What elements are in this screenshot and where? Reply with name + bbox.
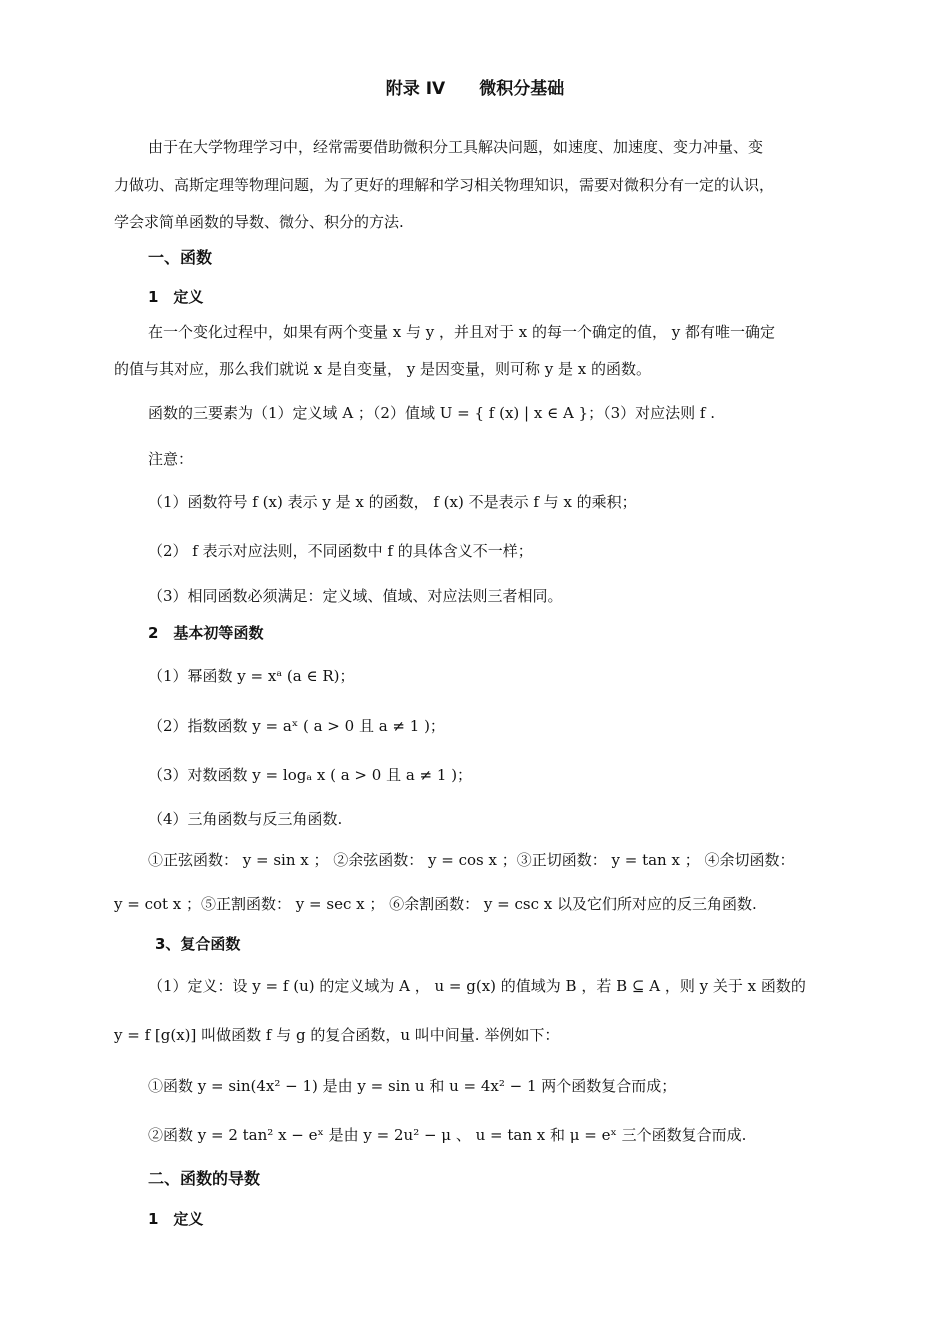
note-label: 注意： — [148, 450, 194, 468]
composite-example-1: ①函数 y = sin(4x² − 1) 是由 y = sin u 和 u = 4x² − 1 两个函数复合而成； — [148, 1077, 677, 1095]
intro-line-2: 力做功、高斯定理等物理问题，为了更好的理解和学习相关物理知识，需要对微积分有一定的认识， — [114, 176, 775, 194]
composite-example-2: ②函数 y = 2 tan² x − eˣ 是由 y = 2u² − μ 、 u = tan x 和 μ = eˣ 三个函数复合而成. — [148, 1126, 747, 1144]
composite-definition-line-1: （1）定义：设 y = f (u) 的定义域为 A ， u = g(x) 的值域为 B ，若 B ⊆ A ，则 y 关于 x 函数的 — [148, 977, 806, 995]
trig-function-item: （4）三角函数与反三角函数. — [148, 810, 343, 828]
definition-line-1: 在一个变化过程中，如果有两个变量 x 与 y ，并且对于 x 的每一个确定的值， y 都有唯一确定 — [148, 323, 776, 341]
note-item-1: （1）函数符号 f (x) 表示 y 是 x 的函数， f (x) 不是表示 f 与 x 的乘积； — [148, 493, 637, 511]
note-item-3: （3）相同函数必须满足：定义域、值域、对应法则三者相同。 — [148, 587, 563, 605]
trig-list-line-1: ①正弦函数： y = sin x ； ②余弦函数： y = cos x ；③正切函数： y = tan x ； ④余切函数： — [148, 851, 795, 869]
section-heading-functions: 一、函数 — [148, 248, 213, 267]
composite-definition-line-2: y = f [g(x)] 叫做函数 f 与 g 的复合函数，u 叫中间量. 举例如下： — [114, 1026, 560, 1044]
three-elements-line: 函数的三要素为（1）定义域 A ；（2）值域 U = { f (x) | x ∈ A }；（3）对应法则 f . — [148, 404, 715, 422]
trig-list-line-2: y = cot x ；⑤正割函数： y = sec x ； ⑥余割函数： y = csc x 以及它们所对应的反三角函数. — [114, 895, 757, 913]
power-function-item: （1）幂函数 y = xᵃ (a ∈ R)； — [148, 667, 355, 685]
subheading-definition: 1 定义 — [148, 288, 204, 306]
note-item-2: （2） f 表示对应法则，不同函数中 f 的具体含义不一样； — [148, 542, 533, 560]
subheading-derivative-definition: 1 定义 — [148, 1210, 204, 1228]
subheading-elementary-functions: 2 基本初等函数 — [148, 624, 264, 642]
exponential-function-item: （2）指数函数 y = aˣ ( a > 0 且 a ≠ 1 )； — [148, 717, 445, 735]
section-heading-derivative: 二、函数的导数 — [148, 1169, 261, 1188]
definition-line-2: 的值与其对应，那么我们就说 x 是自变量， y 是因变量，则可称 y 是 x 的函数。 — [114, 360, 652, 378]
log-function-item: （3）对数函数 y = logₐ x ( a > 0 且 a ≠ 1 )； — [148, 766, 473, 784]
document-title: 附录 IV 微积分基础 — [385, 79, 565, 99]
subheading-composite-functions: 3、复合函数 — [155, 935, 241, 953]
intro-line-1: 由于在大学物理学习中，经常需要借助微积分工具解决问题，如速度、加速度、变力冲量、变 — [148, 138, 764, 156]
intro-line-3: 学会求简单函数的导数、微分、积分的方法. — [114, 213, 404, 231]
